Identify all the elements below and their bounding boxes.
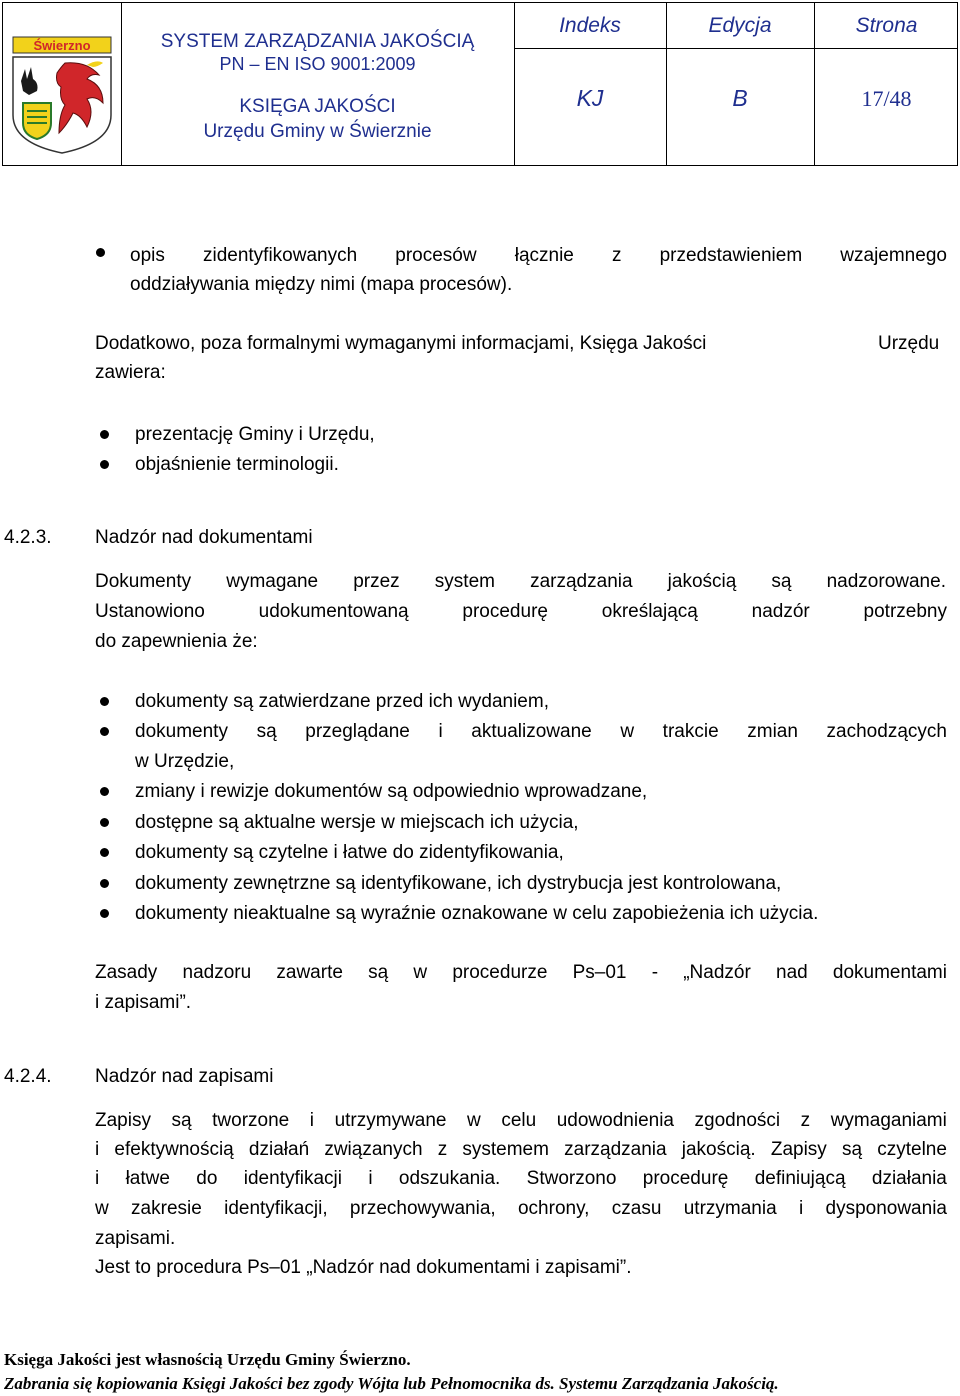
word: łatwe (125, 1168, 170, 1189)
bullet-icon (100, 697, 109, 706)
word: i (95, 1139, 100, 1160)
word: ochrony, (517, 1198, 590, 1219)
word: z (437, 1139, 448, 1160)
justified-line (95, 1110, 947, 1132)
word: system (434, 571, 495, 592)
book-title: KSIĘGA JAKOŚCI (239, 96, 396, 117)
justified-line (95, 1139, 947, 1161)
index-value: KJ (576, 85, 604, 111)
word: systemem (462, 1139, 549, 1160)
index-header-cell (514, 3, 666, 48)
word: „Nadzór (683, 962, 751, 983)
word: Zapisy (770, 1139, 827, 1160)
word: celu (501, 1110, 537, 1131)
word: efektywnością (114, 1139, 234, 1160)
word: identyfikacji (243, 1168, 342, 1189)
index-value-cell (514, 48, 666, 165)
list-item: dokumenty są czytelne i łatwe do zidentyfikowania, (135, 842, 564, 863)
paragraph-line (95, 601, 947, 623)
word: procesów (395, 245, 477, 266)
word: zarządzania (564, 1139, 667, 1160)
section-number: 4.2.4. (4, 1066, 52, 1087)
word: łącznie (514, 245, 574, 266)
word: i (368, 1168, 373, 1189)
word: i (309, 1110, 315, 1131)
word: w (413, 962, 428, 983)
page-header: Strona (855, 14, 918, 37)
word: przez (353, 571, 400, 592)
list-item: dokumenty nieaktualne są wyraźnie oznakowane w celu zapobieżenia ich użycia. (135, 903, 819, 924)
word: są (841, 1139, 863, 1160)
word: dysponowania (825, 1198, 947, 1219)
bullet-icon (100, 818, 109, 827)
word: i (95, 1168, 100, 1189)
logo-cell (3, 3, 121, 165)
index-header: Indeks (559, 14, 621, 37)
word: zawarte (276, 962, 343, 983)
word: zmian (747, 721, 798, 742)
justified-line (95, 1198, 947, 1220)
paragraph-text: zawiera: (95, 362, 166, 383)
edition-header-cell (666, 3, 814, 48)
word: i (798, 1198, 804, 1219)
list-item: dostępne są aktualne wersje w miejscach ich użycia, (135, 812, 579, 833)
word: są (256, 721, 277, 742)
word: wymaganiami (830, 1110, 947, 1131)
word: działań (248, 1139, 310, 1160)
paragraph-line (95, 962, 947, 984)
word: udowodnienia (556, 1110, 674, 1131)
paragraph-text: do zapewnienia że: (95, 631, 258, 652)
word: związanych (324, 1139, 423, 1160)
office-name: Urzędu Gminy w Świerznie (203, 121, 432, 142)
bullet-icon (100, 909, 109, 918)
word: zakresie (131, 1198, 202, 1219)
word: przeglądane (305, 721, 410, 742)
word: trakcie (662, 721, 719, 742)
word: nad (776, 962, 808, 983)
word: zgodności (694, 1110, 781, 1131)
edition-value-cell (666, 48, 814, 165)
word: wzajemnego (840, 245, 947, 266)
word: potrzebny (863, 601, 947, 622)
paragraph-text: i zapisami”. (95, 992, 192, 1013)
word: z (611, 245, 622, 266)
list-item: dokumenty są zatwierdzane przed ich wydaniem, (135, 691, 549, 712)
justified-line (95, 962, 947, 984)
bullet-icon (100, 879, 109, 888)
bullet-icon (100, 460, 109, 469)
word: odszukania. (398, 1168, 501, 1189)
word: są (171, 1110, 192, 1131)
justified-line (95, 601, 947, 623)
title-cell (121, 3, 514, 165)
word: działania (871, 1168, 947, 1189)
bullet-icon (96, 248, 105, 257)
list-item (130, 245, 947, 267)
list-item-continuation: oddziaływania między nimi (mapa procesów). (130, 274, 513, 295)
word: nadzór (751, 601, 810, 622)
word: przedstawieniem (659, 245, 803, 266)
word: Zasady (95, 962, 158, 983)
word: dokumentami (832, 962, 947, 983)
bullet-icon (100, 430, 109, 439)
word: z (800, 1110, 811, 1131)
justified-line (95, 571, 946, 593)
word: jakością (667, 571, 737, 592)
word: dokumenty (135, 721, 228, 742)
page-value-cell (814, 48, 959, 165)
word: są (368, 962, 389, 983)
paragraph-line (95, 1168, 947, 1190)
word: procedurę (642, 1168, 729, 1189)
word: zachodzących (826, 721, 947, 742)
word: czytelne (877, 1139, 947, 1160)
list-item: dokumenty zewnętrzne są identyfikowane, ich dystrybucja jest kontrolowana, (135, 873, 782, 894)
list-item: objaśnienie terminologii. (135, 454, 339, 475)
word: w (620, 721, 635, 742)
justified-line (95, 1168, 947, 1190)
bullet-icon (100, 727, 109, 736)
page-header-cell (814, 3, 959, 48)
bullet-icon (100, 787, 109, 796)
edition-header: Edycja (708, 14, 772, 37)
logo-text: Świerzno (33, 38, 91, 53)
paragraph-line (95, 1198, 947, 1220)
word: identyfikacji, (224, 1198, 328, 1219)
word: nadzorowane. (826, 571, 946, 592)
word: procedurze (452, 962, 548, 983)
list-item: prezentację Gminy i Urzędu, (135, 424, 375, 445)
list-item: zmiany i rewizje dokumentów są odpowiednio wprowadzane, (135, 781, 648, 802)
word: określającą (601, 601, 698, 622)
paragraph-text: Jest to procedura Ps–01 „Nadzór nad dokumentami i zapisami”. (95, 1257, 632, 1278)
coat-of-arms-logo (3, 3, 121, 165)
word: czasu (611, 1198, 662, 1219)
word: zarządzania (530, 571, 633, 592)
word: wymagane (226, 571, 319, 592)
word: - (651, 962, 659, 983)
word: są (771, 571, 792, 592)
word: i (438, 721, 443, 742)
justified-line (135, 721, 947, 743)
word: do (196, 1168, 218, 1189)
section-number: 4.2.3. (4, 527, 52, 548)
word: utrzymania (683, 1198, 777, 1219)
word: w (95, 1198, 109, 1219)
word: Dokumenty (95, 571, 192, 592)
paragraph-text: Urzędu (878, 333, 940, 354)
word: aktualizowane (471, 721, 592, 742)
edition-value: B (732, 85, 748, 111)
word: Stworzono (526, 1168, 617, 1189)
word: udokumentowaną (258, 601, 409, 622)
word: przechowywania, (349, 1198, 496, 1219)
word: nadzoru (182, 962, 252, 983)
paragraph-line (95, 1110, 947, 1132)
section-title: Nadzór nad zapisami (95, 1066, 274, 1087)
paragraph-text: zapisami. (95, 1228, 176, 1249)
footer-copyright: Zabrania się kopiowania Księgi Jakości bez zgody Wójta lub Pełnomocnika ds. Systemu Zarządzania Jakością. (4, 1374, 779, 1393)
word: opis (130, 245, 165, 266)
list-item-continuation: w Urzędzie, (135, 751, 235, 772)
word: utrzymywane (334, 1110, 447, 1131)
word: definiującą (754, 1168, 846, 1189)
word: w (467, 1110, 481, 1131)
document-header (2, 2, 958, 166)
page-number: 17/48 (861, 86, 912, 111)
word: jakością. (681, 1139, 756, 1160)
word: Ps–01 (572, 962, 627, 983)
system-title: SYSTEM ZARZĄDZANIA JAKOŚCIĄ (160, 31, 475, 52)
word: tworzone (212, 1110, 290, 1131)
paragraph-line (95, 1139, 947, 1161)
paragraph-text: Dodatkowo, poza formalnymi wymaganymi informacjami, Księga Jakości (95, 333, 707, 354)
justified-line (130, 245, 947, 267)
standard-label: PN – EN ISO 9001:2009 (219, 54, 416, 74)
word: Zapisy (95, 1110, 151, 1131)
paragraph-line (95, 571, 946, 593)
word: zidentyfikowanych (202, 245, 358, 266)
footer-ownership: Księga Jakości jest własnością Urzędu Gminy Świerzno. (4, 1350, 411, 1369)
word: Ustanowiono (95, 601, 205, 622)
bullet-icon (100, 848, 109, 857)
section-title: Nadzór nad dokumentami (95, 527, 313, 548)
list-item (135, 721, 947, 743)
word: procedurę (462, 601, 548, 622)
